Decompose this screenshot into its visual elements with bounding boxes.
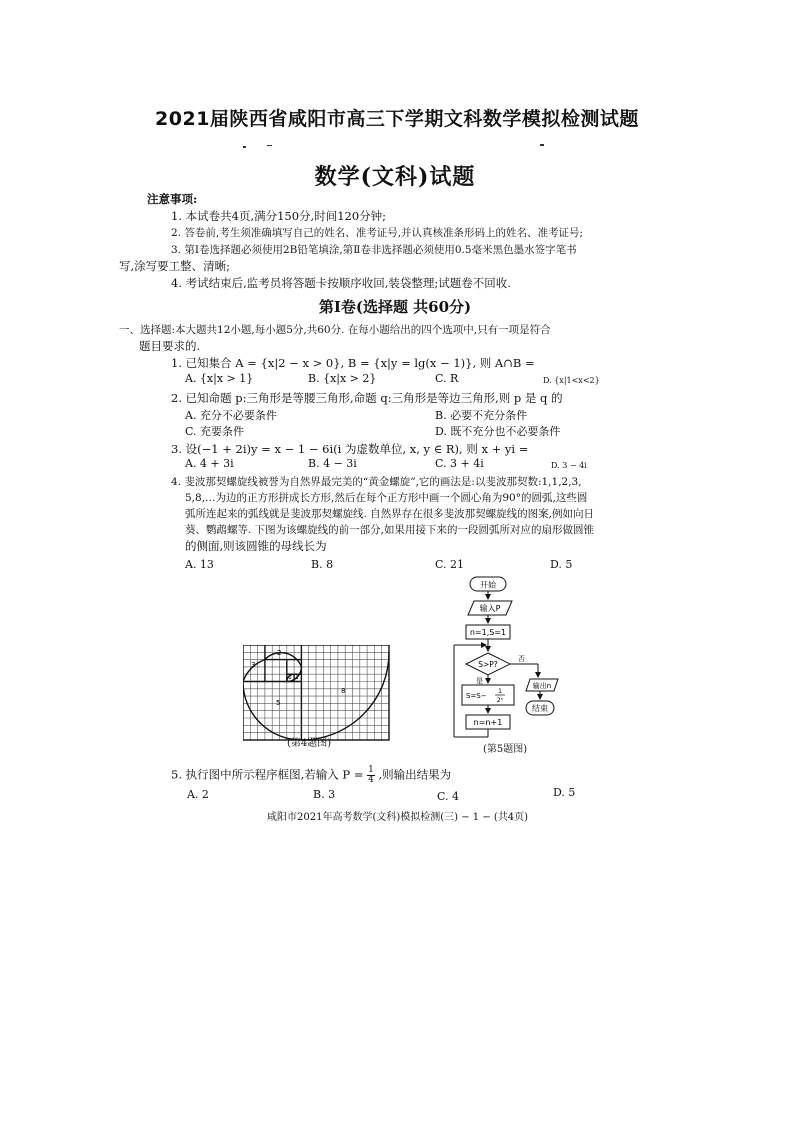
spiral-label-2: 2 — [277, 649, 282, 657]
flowchart-fraction-denominator: 2ⁿ — [496, 697, 504, 704]
scan-speck — [540, 144, 544, 146]
section-instruction: 题目要求的. — [139, 339, 201, 353]
flowchart-update: S=S− — [466, 692, 487, 700]
note-item: 4. 考试结束后,监考员将答题卡按顺序收回,装袋整理;试题卷不回收. — [171, 276, 511, 290]
question-4-option: B. 8 — [311, 558, 334, 571]
note-item: 2. 答卷前,考生须准确填写自己的姓名、准考证号,并认真核准条形码上的姓名、准考证号; — [171, 227, 584, 239]
flowchart-condition: S>P? — [478, 660, 498, 669]
figure-4-caption: (第4题图) — [287, 738, 332, 749]
question-5-option: D. 5 — [553, 786, 576, 799]
question-5-fraction — [367, 766, 375, 785]
spiral-label-8: 8 — [341, 687, 346, 695]
question-5-fraction-denominator: 4 — [368, 775, 374, 785]
document-title: 2021届陕西省咸阳市高三下学期文科数学模拟检测试题 — [155, 108, 639, 130]
flowchart-end: 结束 — [532, 704, 548, 713]
question-2-option: C. 充要条件 — [185, 425, 245, 438]
note-item: 写,涂写要工整、清晰; — [119, 259, 231, 273]
flowchart-input: 输入P — [479, 604, 501, 613]
question-4-option: C. 21 — [435, 558, 465, 571]
question-3-option: A. 4 + 3i — [185, 457, 234, 470]
question-2-option: A. 充分不必要条件 — [185, 409, 277, 422]
flowchart-output: 输出n — [532, 682, 552, 690]
flowchart-init: n=1,S=1 — [469, 628, 507, 637]
note-item: 1. 本试卷共4页,满分150分,时间120分钟; — [171, 209, 387, 223]
question-5-option: B. 3 — [313, 788, 336, 801]
flowchart-yes-label: 是 — [476, 677, 483, 685]
question-4-line: 的侧面,则该圆锥的母线长为 — [185, 539, 327, 553]
spiral-label-1: 1 — [288, 674, 292, 681]
question-1-option: B. {x|x > 2} — [308, 372, 377, 385]
question-4-option: D. 5 — [550, 558, 573, 571]
page-footer: 咸阳市2021年高考数学(文科)模拟检测(三) − 1 − (共4页) — [267, 812, 529, 823]
question-2-option: B. 必要不充分条件 — [435, 409, 528, 422]
flowchart-figure — [450, 575, 590, 745]
flowchart-no-label: 否 — [518, 655, 525, 663]
spiral-label-5: 5 — [276, 699, 281, 707]
question-3-option: B. 4 − 3i — [308, 457, 357, 470]
spiral-label-1: 1 — [295, 674, 299, 681]
question-4-line: 4. 斐波那契螺旋线被誉为自然界最完美的“黄金螺旋”,它的画法是:以斐波那契数:1,1,2,3, — [171, 476, 582, 488]
question-3-stem: 3. 设(−1 + 2i)y = x − 1 − 6i(i 为虚数单位, x, y ∈ R), 则 x + yi = — [171, 442, 529, 456]
question-1-option: D. {x|1<x<2} — [543, 376, 600, 385]
question-5-fraction-numerator: 1 — [368, 765, 374, 775]
spiral-label-3: 3 — [251, 661, 256, 669]
question-5-stem-suffix: ,则输出结果为 — [378, 767, 452, 782]
question-1-option: A. {x|x > 1} — [185, 372, 254, 385]
question-5-stem — [171, 766, 451, 785]
question-5-option: A. 2 — [187, 788, 209, 801]
scan-speck — [243, 146, 246, 148]
notes-heading: 注意事项: — [147, 192, 198, 206]
question-5-stem-prefix: 5. 执行图中所示程序框图,若输入 P = — [171, 767, 364, 782]
question-4-option: A. 13 — [185, 558, 214, 571]
question-4-line: 5,8,…为边的正方形拼成长方形,然后在每个正方形中画一个圆心角为90°的圆弧,这些圆 — [185, 492, 588, 504]
question-2-stem: 2. 已知命题 p:三角形是等腰三角形,命题 q:三角形是等边三角形,则 p 是 q 的 — [171, 391, 563, 405]
question-1-option: C. R — [435, 372, 459, 385]
question-4-line: 弧所连起来的弧线就是斐波那契螺旋线. 自然界存在很多斐波那契螺旋线的图案,例如向日 — [185, 508, 595, 520]
flowchart-increment: n=n+1 — [473, 718, 503, 727]
question-1-stem: 1. 已知集合 A = {x|2 − x > 0}, B = {x|y = lg(x − 1)}, 则 A∩B = — [171, 356, 535, 370]
question-3-option: C. 3 + 4i — [435, 457, 484, 470]
section-instruction: 一、选择题:本大题共12小题,每小题5分,共60分. 在每小题给出的四个选项中,只有一项是符合 — [119, 324, 551, 336]
question-3-option: D. 3 − 4i — [551, 461, 587, 470]
note-item: 3. 第Ⅰ卷选择题必须使用2B铅笔填涂,第Ⅱ卷非选择题必须使用0.5毫米黑色墨水签字笔书 — [171, 244, 577, 256]
fibonacci-spiral-figure — [243, 645, 393, 745]
scan-speck — [267, 145, 272, 146]
section-title: 第Ⅰ卷(选择题 共60分) — [318, 298, 472, 316]
exam-title: 数学(文科)试题 — [314, 164, 476, 190]
flowchart-start: 开始 — [480, 580, 496, 590]
question-2-option: D. 既不充分也不必要条件 — [435, 425, 561, 438]
scanned-exam-page — [119, 150, 665, 830]
figure-5-caption: (第5题图) — [483, 744, 528, 755]
question-4-line: 葵、鹦鹉螺等. 下图为该螺旋线的前一部分,如果用接下来的一段圆弧所对应的扇形做圆锥 — [185, 524, 595, 536]
question-5-option: C. 4 — [437, 790, 460, 803]
flowchart-fraction-numerator: 1 — [498, 688, 502, 695]
